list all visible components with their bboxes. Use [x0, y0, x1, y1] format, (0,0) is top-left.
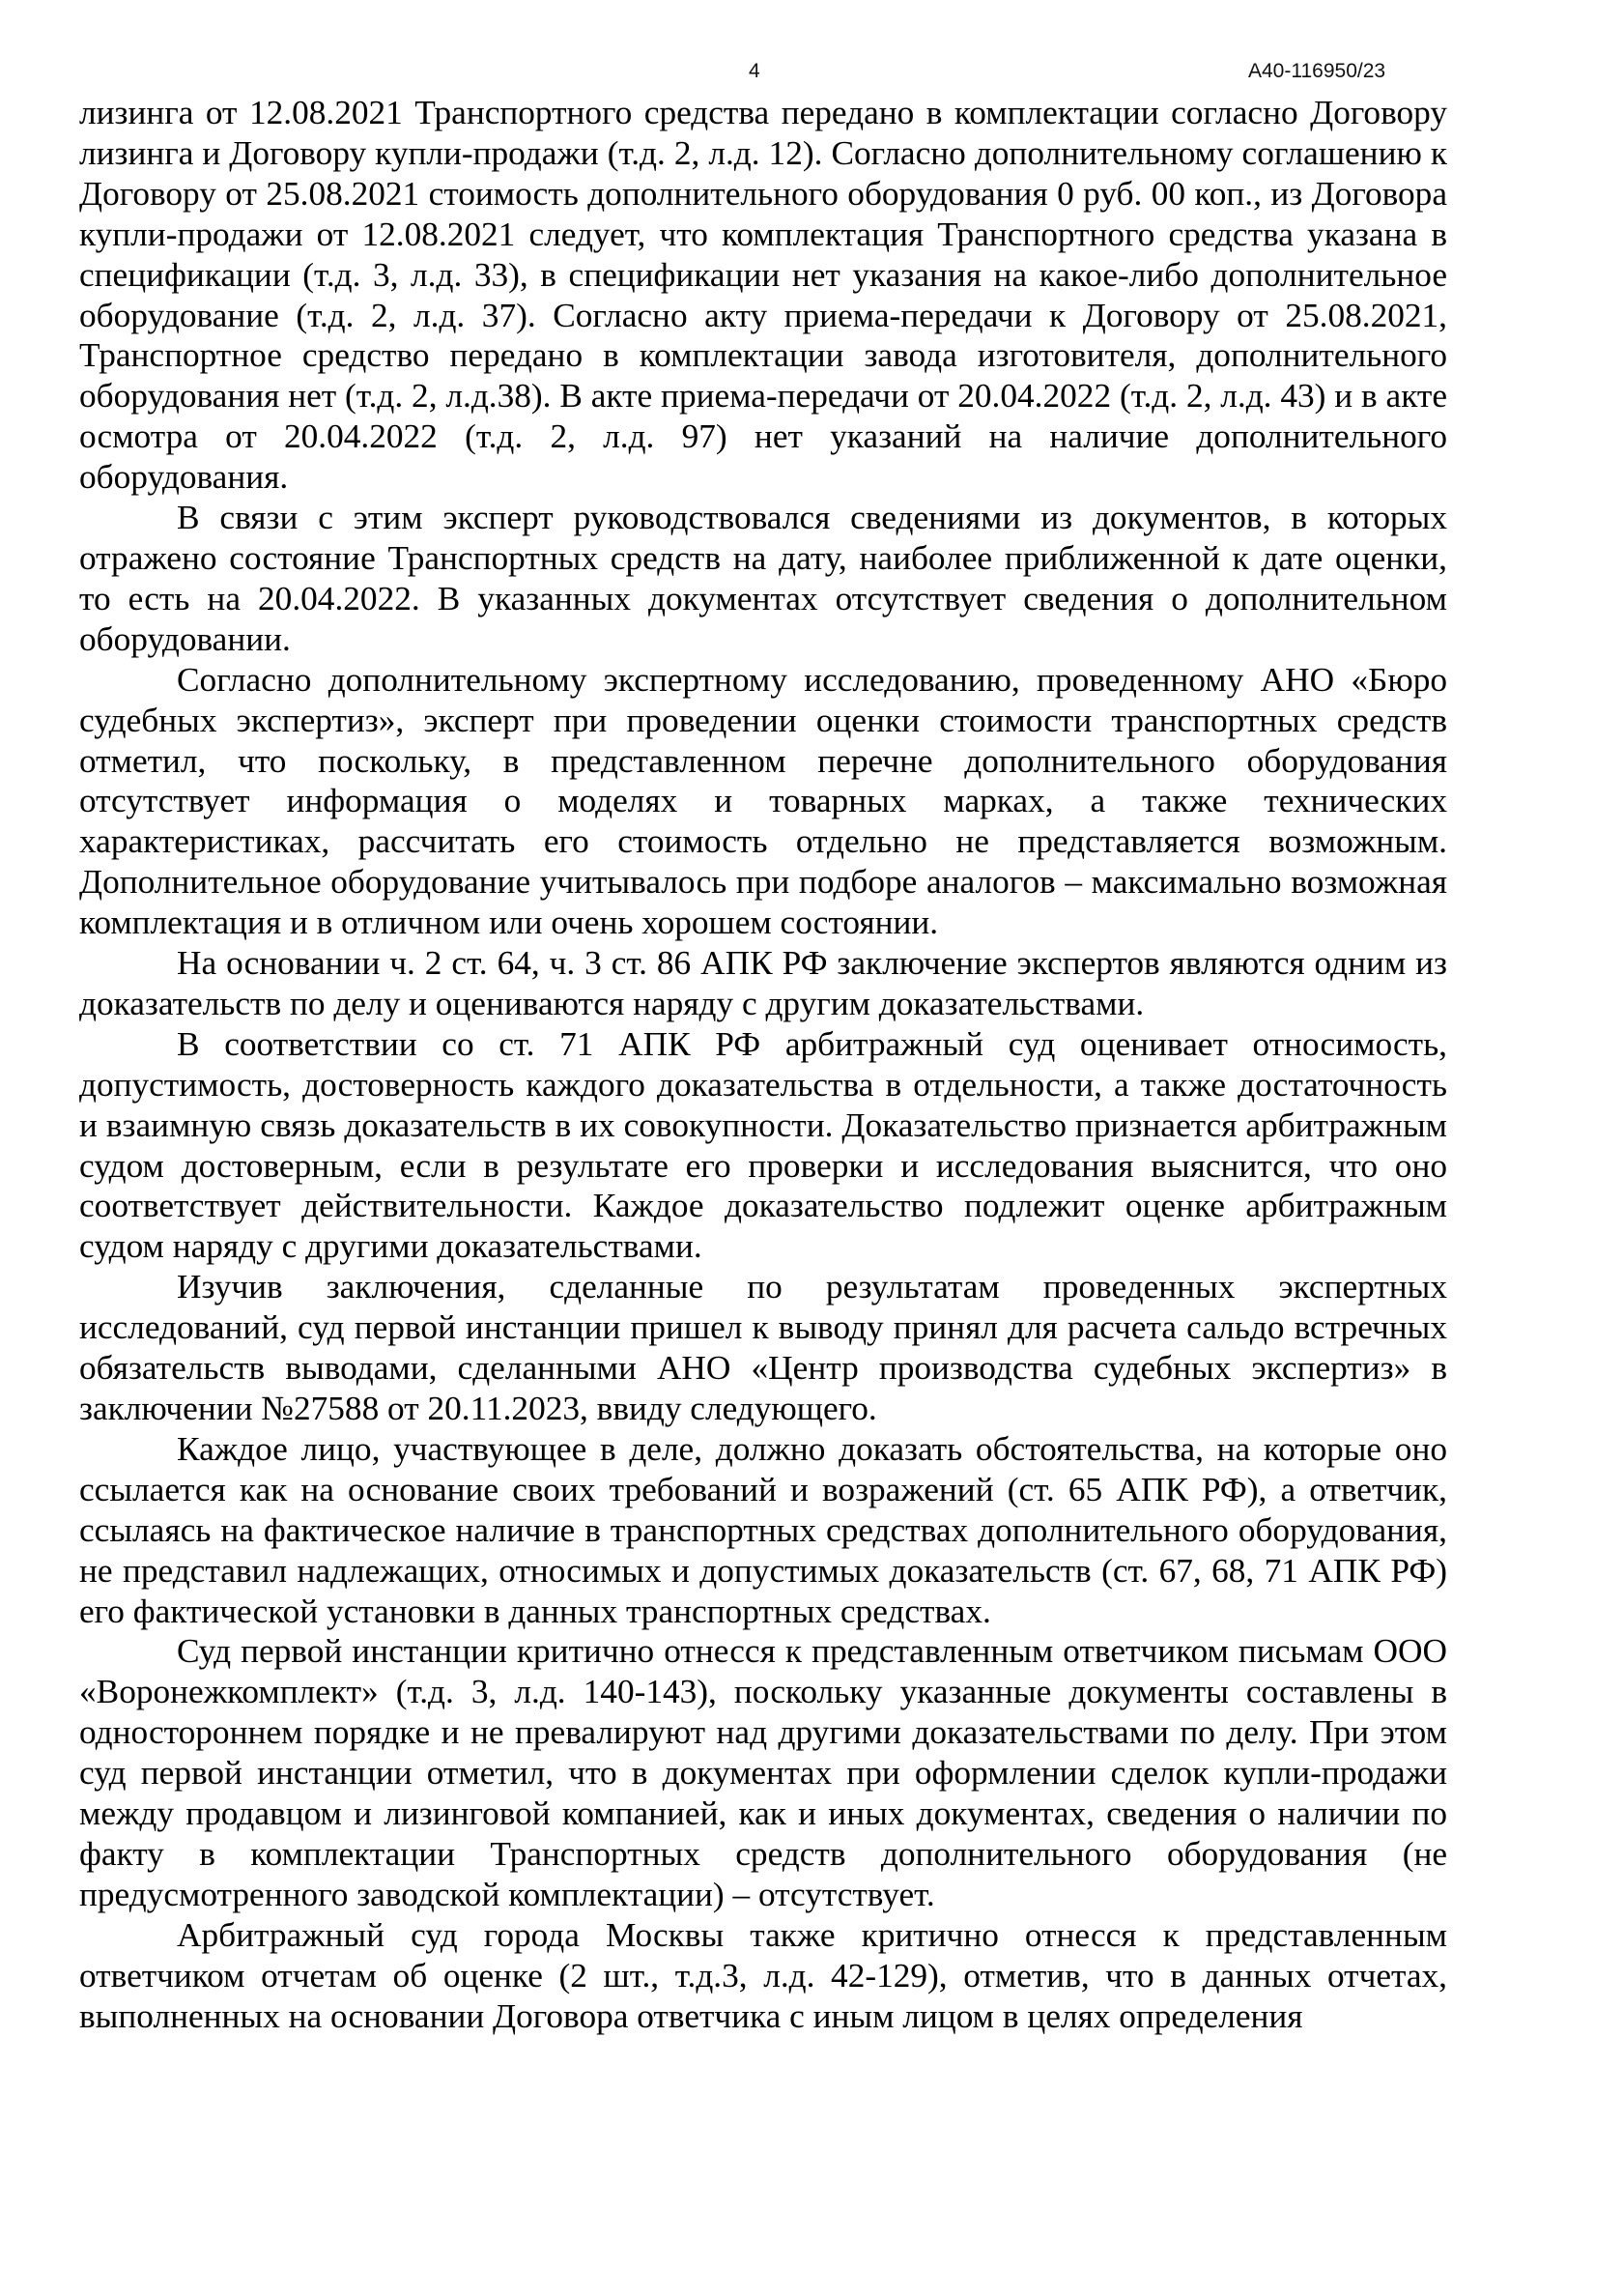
paragraph: На основании ч. 2 ст. 64, ч. 3 ст. 86 АПК РФ заключение экспертов являются одним из доказательств по делу и оцениваются наряду с другим доказательствами.	[79, 944, 1447, 1022]
paragraph: Изучив заключения, сделанные по результатам проведенных экспертных исследований, суд первой инстанции пришел к выводу принял для расчета сальдо встречных обязательств выводами, сделанными АНО «Центр производства судебных экспертиз» в заключении №27588 от 20.11.2023, ввиду следующего.	[79, 1268, 1447, 1427]
paragraph: Каждое лицо, участвующее в деле, должно доказать обстоятельства, на которые оно ссылается как на основание своих требований и возражений (ст. 65 АПК РФ), а ответчик, ссылаясь на фактическое наличие в транспортных средствах дополнительного оборудования, не представил надлежащих, относимых и допустимых доказательств (ст. 67, 68, 71 АПК РФ) его фактической установки в данных транспортных средствах.	[79, 1429, 1447, 1630]
document-body	[79, 93, 1447, 2037]
paragraph: Суд первой инстанции критично отнесся к представленным ответчиком письмам ООО «Воронежкомплект» (т.д. 3, л.д. 140-143), поскольку указанные документы составлены в одностороннем порядке и не превалируют над другими доказательствами по делу. При этом суд первой инстанции отметил, что в документах при оформлении сделок купли-продажи между продавцом и лизинговой компанией, как и иных документах, сведения о наличии по факту в комплектации Транспортных средств дополнительного оборудования (не предусмотренного заводской комплектации) – отсутствует.	[79, 1632, 1447, 1913]
paragraph: В связи с этим эксперт руководствовался сведениями из документов, в которых отражено состояние Транспортных средств на дату, наиболее приближенной к дате оценки, то есть на 20.04.2022. В указанных документах отсутствует сведения о дополнительном оборудовании.	[79, 499, 1447, 658]
paragraph: Согласно дополнительному экспертному исследованию, проведенному АНО «Бюро судебных экспертиз», эксперт при проведении оценки стоимости транспортных средств отметил, что поскольку, в представленном перечне дополнительного оборудования отсутствует информация о моделях и товарных марках, а также технических характеристиках, рассчитать его стоимость отдельно не представляется возможным. Дополнительное оборудование учитывалось при подборе аналогов – максимально возможная комплектация и в отличном или очень хорошем состоянии.	[79, 660, 1447, 942]
paragraph: В соответствии со ст. 71 АПК РФ арбитражный суд оценивает относимость, допустимость, достоверность каждого доказательства в отдельности, а также достаточность и взаимную связь доказательств в их совокупности. Доказательство признается арбитражным судом достоверным, если в результате его проверки и исследования выяснится, что оно соответствует действительности. Каждое доказательство подлежит оценке арбитражным судом наряду с другими доказательствами.	[79, 1024, 1447, 1266]
paragraph-continuation: лизинга от 12.08.2021 Транспортного средства передано в комплектации согласно Договору лизинга и Договору купли-продажи (т.д. 2, л.д. 12). Согласно дополнительному соглашению к Договору от 25.08.2021 стоимость дополнительного оборудования 0 руб. 00 коп., из Договора купли-продажи от 12.08.2021 следует, что комплектация Транспортного средства указана в спецификации (т.д. 3, л.д. 33), в спецификации нет указания на какое-либо дополнительное оборудование (т.д. 2, л.д. 37). Согласно акту приема-передачи к Договору от 25.08.2021, Транспортное средство передано в комплектации завода изготовителя, дополнительного оборудования нет (т.д. 2, л.д.38). В акте приема-передачи от 20.04.2022 (т.д. 2, л.д. 43) и в акте осмотра от 20.04.2022 (т.д. 2, л.д. 97) нет указаний на наличие дополнительного оборудования.	[79, 94, 1447, 497]
paragraph-last: Арбитражный суд города Москвы также критично отнесся к представленным ответчиком отчетам об оценке (2 шт., т.д.3, л.д. 42-129), отметив, что в данных отчетах, выполненных на основании Договора ответчика с иным лицом в целях определения	[79, 1915, 1447, 2035]
case-number: А40-116950/23	[1248, 60, 1386, 82]
page-number: 4	[749, 60, 760, 82]
page-header	[0, 60, 1623, 89]
